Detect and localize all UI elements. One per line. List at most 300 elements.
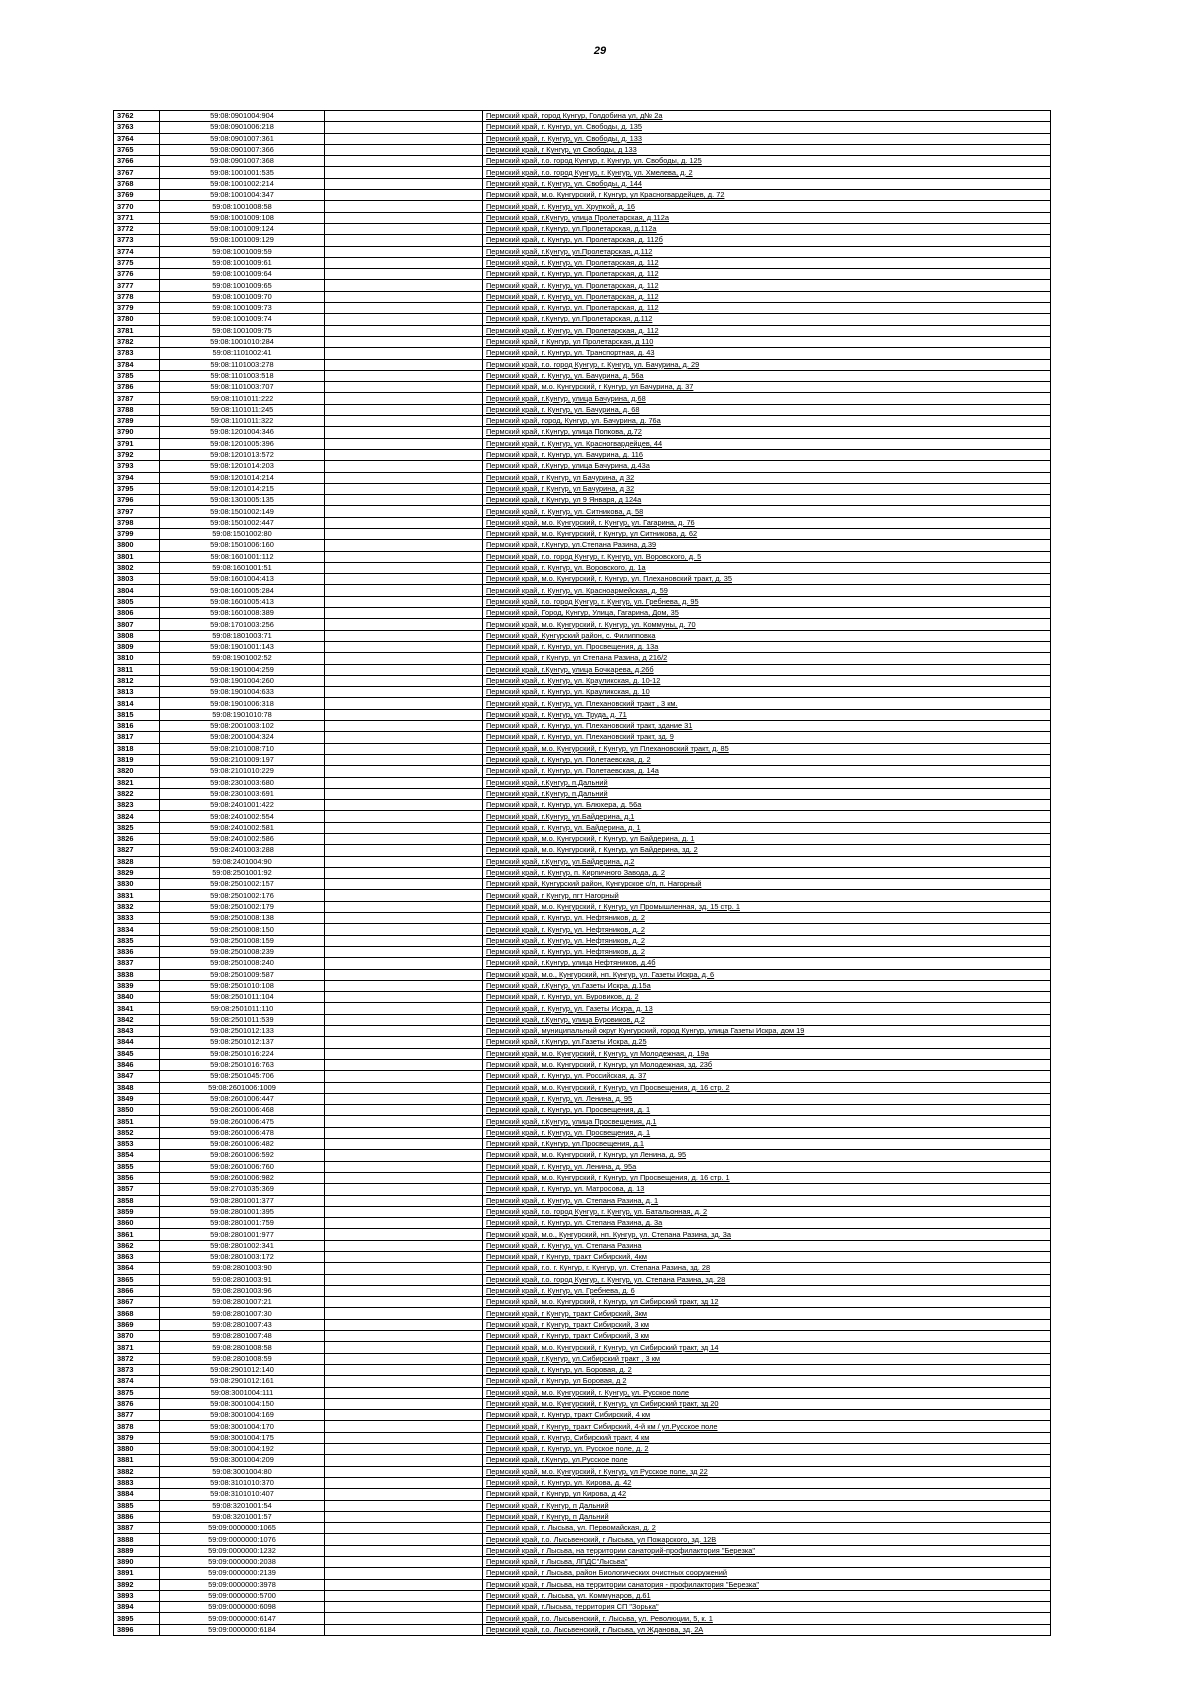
cadastral-number-cell: 59:08:0901004:904: [160, 111, 325, 122]
row-number-cell: 3856: [114, 1172, 160, 1183]
cadastral-number-cell: 59:08:1001009:129: [160, 235, 325, 246]
empty-cell: [325, 144, 483, 155]
cadastral-number-cell: 59:08:1001009:65: [160, 280, 325, 291]
cadastral-number-cell: 59:08:1601005:413: [160, 596, 325, 607]
table-row: [114, 958, 1051, 969]
cadastral-number-cell: 59:08:3001004:150: [160, 1398, 325, 1409]
address-cell: Пермский край, г Кунгур, тракт Сибирский, 3 км: [483, 1331, 1051, 1342]
row-number-cell: 3832: [114, 901, 160, 912]
address-cell: Пермский край, г. Кунгур, Сибирский тракт, 4 км: [483, 1432, 1051, 1443]
empty-cell: [325, 709, 483, 720]
cadastral-number-cell: 59:08:3001004:170: [160, 1421, 325, 1432]
address-cell: Пермский край, м.о. Кунгурский, г Кунгур, ул Плехановский тракт, д. 85: [483, 743, 1051, 754]
empty-cell: [325, 811, 483, 822]
empty-cell: [325, 483, 483, 494]
table-row: [114, 1387, 1051, 1398]
table-row: [114, 133, 1051, 144]
address-cell: Пермский край, м.о. Кунгурский, г Кунгур, ул Байдерина, д. 1: [483, 834, 1051, 845]
table-row: [114, 766, 1051, 777]
row-number-cell: 3844: [114, 1037, 160, 1048]
empty-cell: [325, 856, 483, 867]
address-cell: Пермский край, г. Кунгур, ул. Труда, д. 71: [483, 709, 1051, 720]
empty-cell: [325, 845, 483, 856]
table-row: [114, 1127, 1051, 1138]
empty-cell: [325, 743, 483, 754]
cadastral-number-cell: 59:08:2701035:369: [160, 1184, 325, 1195]
row-number-cell: 3806: [114, 608, 160, 619]
cadastral-number-cell: 59:08:3201001:57: [160, 1511, 325, 1522]
table-row: [114, 890, 1051, 901]
empty-cell: [325, 190, 483, 201]
cadastral-number-cell: 59:08:1501002:149: [160, 506, 325, 517]
cadastral-number-cell: 59:08:1101011:245: [160, 404, 325, 415]
row-number-cell: 3868: [114, 1308, 160, 1319]
empty-cell: [325, 1139, 483, 1150]
empty-cell: [325, 619, 483, 630]
cadastral-number-cell: 59:08:2601006:478: [160, 1127, 325, 1138]
cadastral-number-cell: 59:08:0901007:361: [160, 133, 325, 144]
address-cell: Пермский край, г Лысьва, на территории санатория - профилактория "Березка": [483, 1579, 1051, 1590]
empty-cell: [325, 427, 483, 438]
row-number-cell: 3892: [114, 1579, 160, 1590]
table-row: [114, 1048, 1051, 1059]
table-row: [114, 1590, 1051, 1601]
address-cell: Пермский край, г Кунгур, п Дальний: [483, 1500, 1051, 1511]
row-number-cell: 3802: [114, 562, 160, 573]
table-row: [114, 1500, 1051, 1511]
table-row: [114, 845, 1051, 856]
empty-cell: [325, 1342, 483, 1353]
empty-cell: [325, 1105, 483, 1116]
address-cell: Пермский край, г. Кунгур, ул. Плехановский тракт, зд. 9: [483, 732, 1051, 743]
table-row: [114, 574, 1051, 585]
address-cell: Пермский край, г. Кунгур, ул. Байдерина, д. 1: [483, 822, 1051, 833]
row-number-cell: 3847: [114, 1071, 160, 1082]
empty-cell: [325, 1364, 483, 1375]
table-row: [114, 1568, 1051, 1579]
empty-cell: [325, 1263, 483, 1274]
empty-cell: [325, 901, 483, 912]
address-cell: Пермский край, г. Кунгур, ул. Степана Разина, д. 1: [483, 1195, 1051, 1206]
address-cell: Пермский край, г. Кунгур, ул. Просвещения, д. 1: [483, 1127, 1051, 1138]
address-cell: Пермский край, г.Кунгур, ул.Просвещения, д.1: [483, 1139, 1051, 1150]
row-number-cell: 3790: [114, 427, 160, 438]
table-row: [114, 619, 1051, 630]
address-cell: Пермский край, м.о. Кунгурский, г. Кунгур, ул. Коммуны, д. 70: [483, 619, 1051, 630]
row-number-cell: 3780: [114, 314, 160, 325]
empty-cell: [325, 822, 483, 833]
table-row: [114, 800, 1051, 811]
row-number-cell: 3778: [114, 291, 160, 302]
cadastral-number-cell: 59:08:1901002:52: [160, 653, 325, 664]
table-row: [114, 913, 1051, 924]
table-row: [114, 754, 1051, 765]
table-row: [114, 156, 1051, 167]
table-row: [114, 946, 1051, 957]
empty-cell: [325, 1059, 483, 1070]
address-cell: Пермский край, г Кунгур, ул Свободы, д 133: [483, 144, 1051, 155]
address-cell: Пермский край, м.о. Кунгурский, г Кунгур, ул Ленина, д. 95: [483, 1150, 1051, 1161]
table-row: [114, 1218, 1051, 1229]
address-cell: Пермский край, м.о. Кунгурский, г Кунгур, ул Бачурина, д. 37: [483, 382, 1051, 393]
table-row: [114, 1093, 1051, 1104]
cadastral-number-cell: 59:09:0000000:6184: [160, 1624, 325, 1635]
empty-cell: [325, 1444, 483, 1455]
table-row: [114, 1308, 1051, 1319]
row-number-cell: 3818: [114, 743, 160, 754]
empty-cell: [325, 1161, 483, 1172]
row-number-cell: 3793: [114, 461, 160, 472]
address-cell: Пермский край, м.о. Кунгурский, г Кунгур, ул Молодежная, д. 19а: [483, 1048, 1051, 1059]
empty-cell: [325, 1116, 483, 1127]
empty-cell: [325, 1353, 483, 1364]
cadastral-number-cell: 59:08:2601006:482: [160, 1139, 325, 1150]
address-cell: Пермский край, г.о. г. Кунгур, г. Кунгур, ул. Степана Разина, зд. 28: [483, 1263, 1051, 1274]
address-cell: Пермский край, г. Кунгур, ул. Буровиков, д. 2: [483, 992, 1051, 1003]
cadastral-number-cell: 59:08:1601004:413: [160, 574, 325, 585]
cadastral-number-cell: 59:08:1301005:135: [160, 495, 325, 506]
table-row: [114, 1319, 1051, 1330]
address-cell: Пермский край, м.о. Кунгурский, г Кунгур, ул Просвещения, д. 16 стр. 2: [483, 1082, 1051, 1093]
cadastral-number-cell: 59:08:1501002:447: [160, 517, 325, 528]
table-row: [114, 709, 1051, 720]
address-cell: Пермский край, г.Кунгур, улица Просвещения, д.1: [483, 1116, 1051, 1127]
table-row: [114, 393, 1051, 404]
cadastral-number-cell: 59:08:3101010:407: [160, 1489, 325, 1500]
address-cell: Пермский край, м.о. Кунгурский, г Кунгур, ул Русское поле, зд 22: [483, 1466, 1051, 1477]
cadastral-number-cell: 59:08:1201014:215: [160, 483, 325, 494]
empty-cell: [325, 1274, 483, 1285]
empty-cell: [325, 1003, 483, 1014]
empty-cell: [325, 438, 483, 449]
row-number-cell: 3881: [114, 1455, 160, 1466]
row-number-cell: 3820: [114, 766, 160, 777]
row-number-cell: 3873: [114, 1364, 160, 1375]
cadastral-number-cell: 59:08:2501010:108: [160, 980, 325, 991]
table-row: [114, 303, 1051, 314]
cadastral-number-cell: 59:08:2801003:96: [160, 1285, 325, 1296]
empty-cell: [325, 325, 483, 336]
cadastral-number-cell: 59:08:2801003:91: [160, 1274, 325, 1285]
row-number-cell: 3764: [114, 133, 160, 144]
row-number-cell: 3795: [114, 483, 160, 494]
address-cell: Пермский край, г.Лысьва, территория СП "Зорька": [483, 1602, 1051, 1613]
cadastral-number-cell: 59:08:2801007:21: [160, 1297, 325, 1308]
table-row: [114, 540, 1051, 551]
empty-cell: [325, 1511, 483, 1522]
empty-cell: [325, 1376, 483, 1387]
empty-cell: [325, 1432, 483, 1443]
address-cell: Пермский край, м.о. Кунгурский, г. Кунгур, ул. Русское поле: [483, 1387, 1051, 1398]
row-number-cell: 3871: [114, 1342, 160, 1353]
cadastral-number-cell: 59:08:1101003:518: [160, 370, 325, 381]
empty-cell: [325, 235, 483, 246]
table-row: [114, 1251, 1051, 1262]
row-number-cell: 3822: [114, 788, 160, 799]
row-number-cell: 3843: [114, 1026, 160, 1037]
address-cell: Пермский край, м.о. Кунгурский, г. Кунгур, ул. Плехановский тракт, д. 35: [483, 574, 1051, 585]
row-number-cell: 3774: [114, 246, 160, 257]
table-row: [114, 235, 1051, 246]
row-number-cell: 3824: [114, 811, 160, 822]
table-row: [114, 528, 1051, 539]
empty-cell: [325, 1218, 483, 1229]
row-number-cell: 3853: [114, 1139, 160, 1150]
row-number-cell: 3893: [114, 1590, 160, 1601]
row-number-cell: 3858: [114, 1195, 160, 1206]
row-number-cell: 3829: [114, 867, 160, 878]
cadastral-number-cell: 59:08:2801001:977: [160, 1229, 325, 1240]
table-row: [114, 992, 1051, 1003]
address-cell: Пермский край, г. Кунгур, ул. Гребнева, д. 6: [483, 1285, 1051, 1296]
cadastral-number-cell: 59:08:2801007:30: [160, 1308, 325, 1319]
empty-cell: [325, 1568, 483, 1579]
empty-cell: [325, 1229, 483, 1240]
address-cell: Пермский край, г. Кунгур, ул. Плехановский тракт, здание 31: [483, 721, 1051, 732]
cadastral-number-cell: 59:08:1201014:203: [160, 461, 325, 472]
row-number-cell: 3874: [114, 1376, 160, 1387]
row-number-cell: 3777: [114, 280, 160, 291]
address-cell: Пермский край, г. Кунгур, ул. Степана Разина, д. 3а: [483, 1218, 1051, 1229]
address-cell: Пермский край, г. Лысьва, ул. Коммунаров, д.61: [483, 1590, 1051, 1601]
row-number-cell: 3781: [114, 325, 160, 336]
cadastral-number-cell: 59:08:2901012:161: [160, 1376, 325, 1387]
table-row: [114, 416, 1051, 427]
row-number-cell: 3834: [114, 924, 160, 935]
address-cell: Пермский край, м.о. Кунгурский, г Кунгур, ул Красногвардейцев, д. 72: [483, 190, 1051, 201]
address-cell: Пермский край, г Кунгур, ул Степана Разина, д 216/2: [483, 653, 1051, 664]
row-number-cell: 3840: [114, 992, 160, 1003]
empty-cell: [325, 461, 483, 472]
cadastral-number-cell: 59:08:1901004:633: [160, 687, 325, 698]
empty-cell: [325, 472, 483, 483]
address-cell: Пермский край, м.о., Кунгурский, нп. Кунгур, ул. Степана Разина, зд. 3а: [483, 1229, 1051, 1240]
table-row: [114, 732, 1051, 743]
row-number-cell: 3869: [114, 1319, 160, 1330]
address-cell: Пермский край, г.о. город Кунгур, г. Кунгур, ул. Степана Разина, зд. 28: [483, 1274, 1051, 1285]
empty-cell: [325, 382, 483, 393]
address-cell: Пермский край, Кунгурский район, Кунгурское с/п, п. Нагорный: [483, 879, 1051, 890]
table-row: [114, 1376, 1051, 1387]
address-cell: Пермский край, г Кунгур, ул 9 Января, д 124а: [483, 495, 1051, 506]
address-cell: Пермский край, г.Кунгур, улица Буровиков, д.2: [483, 1014, 1051, 1025]
cadastral-number-cell: 59:08:1201004:346: [160, 427, 325, 438]
address-cell: Пермский край, г. Кунгур, ул. Пролетарская, д. 112б: [483, 235, 1051, 246]
table-row: [114, 201, 1051, 212]
cadastral-number-cell: 59:08:2401002:554: [160, 811, 325, 822]
row-number-cell: 3865: [114, 1274, 160, 1285]
cadastral-number-cell: 59:08:1201013:572: [160, 449, 325, 460]
table-row: [114, 246, 1051, 257]
table-row: [114, 608, 1051, 619]
cadastral-number-cell: 59:08:2401001:422: [160, 800, 325, 811]
table-row: [114, 1082, 1051, 1093]
row-number-cell: 3833: [114, 913, 160, 924]
table-row: [114, 1523, 1051, 1534]
address-cell: Пермский край, м.о. Кунгурский, г Кунгур, ул Сибирский тракт, зд 12: [483, 1297, 1051, 1308]
cadastral-number-cell: 59:08:2601006:982: [160, 1172, 325, 1183]
row-number-cell: 3852: [114, 1127, 160, 1138]
row-number-cell: 3837: [114, 958, 160, 969]
table-row: [114, 1150, 1051, 1161]
row-number-cell: 3800: [114, 540, 160, 551]
cadastral-number-cell: 59:09:0000000:3978: [160, 1579, 325, 1590]
table-row: [114, 257, 1051, 268]
address-cell: Пермский край, г. Кунгур, ул. Нефтяников, д. 2: [483, 913, 1051, 924]
empty-cell: [325, 1398, 483, 1409]
address-cell: Пермский край, г.Кунгур, улица Бачурина, д.68: [483, 393, 1051, 404]
empty-cell: [325, 506, 483, 517]
cadastral-number-cell: 59:08:2501009:587: [160, 969, 325, 980]
table-row: [114, 1602, 1051, 1613]
row-number-cell: 3884: [114, 1489, 160, 1500]
address-cell: Пермский край, г. Кунгур, ул. Бачурина, д. 116: [483, 449, 1051, 460]
cadastral-number-cell: 59:08:2501008:240: [160, 958, 325, 969]
cadastral-number-cell: 59:08:1501002:80: [160, 528, 325, 539]
address-cell: Пермский край, г. Кунгур, ул. Степана Разина: [483, 1240, 1051, 1251]
cadastral-number-cell: 59:08:1001010:284: [160, 336, 325, 347]
empty-cell: [325, 585, 483, 596]
row-number-cell: 3887: [114, 1523, 160, 1534]
row-number-cell: 3813: [114, 687, 160, 698]
address-cell: Пермский край, г Кунгур, тракт Сибирский, 4-й км / ул.Русское поле: [483, 1421, 1051, 1432]
cadastral-number-cell: 59:08:0901007:368: [160, 156, 325, 167]
cadastral-number-cell: 59:08:3001004:169: [160, 1410, 325, 1421]
row-number-cell: 3811: [114, 664, 160, 675]
empty-cell: [325, 1387, 483, 1398]
row-number-cell: 3886: [114, 1511, 160, 1522]
row-number-cell: 3805: [114, 596, 160, 607]
empty-cell: [325, 1184, 483, 1195]
address-cell: Пермский край, г.о. город Кунгур, г. Кунгур, ул. Батальонная, д. 2: [483, 1206, 1051, 1217]
cadastral-number-cell: 59:08:2301003:680: [160, 777, 325, 788]
row-number-cell: 3771: [114, 212, 160, 223]
cadastral-number-cell: 59:08:2501012:133: [160, 1026, 325, 1037]
empty-cell: [325, 303, 483, 314]
cadastral-number-cell: 59:08:1201014:214: [160, 472, 325, 483]
empty-cell: [325, 1240, 483, 1251]
row-number-cell: 3855: [114, 1161, 160, 1172]
address-cell: Пермский край, г. Кунгур, ул. Крауликская, д. 10: [483, 687, 1051, 698]
cadastral-number-cell: 59:08:2001004:324: [160, 732, 325, 743]
address-cell: Пермский край, г.Кунгур, ул.Сибирский тракт , 3 км: [483, 1353, 1051, 1364]
row-number-cell: 3826: [114, 834, 160, 845]
address-cell: Пермский край, г. Кунгур, ул. Ситникова, д. 58: [483, 506, 1051, 517]
table-row: [114, 1116, 1051, 1127]
table-row: [114, 438, 1051, 449]
table-row: [114, 1353, 1051, 1364]
cadastral-number-cell: 59:09:0000000:6147: [160, 1613, 325, 1624]
address-cell: Пермский край, м.о. Кунгурский, г Кунгур, ул Сибирский тракт, зд 20: [483, 1398, 1051, 1409]
row-number-cell: 3789: [114, 416, 160, 427]
page-number: 29: [593, 45, 607, 57]
row-number-cell: 3891: [114, 1568, 160, 1579]
row-number-cell: 3877: [114, 1410, 160, 1421]
table-row: [114, 269, 1051, 280]
table-row: [114, 1444, 1051, 1455]
cadastral-number-cell: 59:08:1501006:160: [160, 540, 325, 551]
row-number-cell: 3830: [114, 879, 160, 890]
row-number-cell: 3862: [114, 1240, 160, 1251]
address-cell: Пермский край, г. Кунгур, ул. Нефтяников, д. 2: [483, 935, 1051, 946]
row-number-cell: 3848: [114, 1082, 160, 1093]
row-number-cell: 3857: [114, 1184, 160, 1195]
table-row: [114, 167, 1051, 178]
empty-cell: [325, 223, 483, 234]
empty-cell: [325, 913, 483, 924]
address-cell: Пермский край, г.о. город Кунгур, г. Кунгур, ул. Хмелева, д. 2: [483, 167, 1051, 178]
row-number-cell: 3809: [114, 641, 160, 652]
empty-cell: [325, 641, 483, 652]
row-number-cell: 3888: [114, 1534, 160, 1545]
table-row: [114, 1026, 1051, 1037]
row-number-cell: 3883: [114, 1477, 160, 1488]
table-row: [114, 1579, 1051, 1590]
empty-cell: [325, 336, 483, 347]
empty-cell: [325, 1455, 483, 1466]
table-row: [114, 1364, 1051, 1375]
table-row: [114, 1455, 1051, 1466]
empty-cell: [325, 1523, 483, 1534]
row-number-cell: 3878: [114, 1421, 160, 1432]
table-row: [114, 1274, 1051, 1285]
empty-cell: [325, 924, 483, 935]
row-number-cell: 3803: [114, 574, 160, 585]
row-number-cell: 3804: [114, 585, 160, 596]
cadastral-number-cell: 59:08:2501008:138: [160, 913, 325, 924]
empty-cell: [325, 630, 483, 641]
cadastral-number-cell: 59:08:2501008:239: [160, 946, 325, 957]
row-number-cell: 3812: [114, 675, 160, 686]
row-number-cell: 3763: [114, 122, 160, 133]
cadastral-number-cell: 59:08:2501045:706: [160, 1071, 325, 1082]
empty-cell: [325, 879, 483, 890]
table-row: [114, 449, 1051, 460]
table-row: [114, 1172, 1051, 1183]
table-row: [114, 879, 1051, 890]
row-number-cell: 3889: [114, 1545, 160, 1556]
table-row: [114, 382, 1051, 393]
empty-cell: [325, 562, 483, 573]
address-cell: Пермский край, г Кунгур, тракт Сибирский, 4км: [483, 1251, 1051, 1262]
empty-cell: [325, 1557, 483, 1568]
address-cell: Пермский край, г.Кунгур, ул.Пролетарская, д.112а: [483, 223, 1051, 234]
row-number-cell: 3845: [114, 1048, 160, 1059]
cadastral-number-cell: 59:08:2801003:172: [160, 1251, 325, 1262]
table-row: [114, 1511, 1051, 1522]
row-number-cell: 3819: [114, 754, 160, 765]
table-row: [114, 190, 1051, 201]
cadastral-number-cell: 59:08:2501002:179: [160, 901, 325, 912]
row-number-cell: 3808: [114, 630, 160, 641]
table-row: [114, 223, 1051, 234]
row-number-cell: 3772: [114, 223, 160, 234]
address-cell: Пермский край, г.Кунгур, п.Дальний: [483, 788, 1051, 799]
empty-cell: [325, 653, 483, 664]
table-row: [114, 1342, 1051, 1353]
table-row: [114, 1105, 1051, 1116]
address-cell: Пермский край, г.Кунгур, ул.Газеты Искра, д.15а: [483, 980, 1051, 991]
empty-cell: [325, 1297, 483, 1308]
row-number-cell: 3836: [114, 946, 160, 957]
empty-cell: [325, 946, 483, 957]
table-row: [114, 1545, 1051, 1556]
empty-cell: [325, 212, 483, 223]
address-cell: Пермский край, г. Кунгур, ул. Пролетарская, д. 112: [483, 257, 1051, 268]
address-cell: Пермский край, г. Лысьва, ул. Первомайская, д. 2: [483, 1523, 1051, 1534]
row-number-cell: 3851: [114, 1116, 160, 1127]
empty-cell: [325, 178, 483, 189]
